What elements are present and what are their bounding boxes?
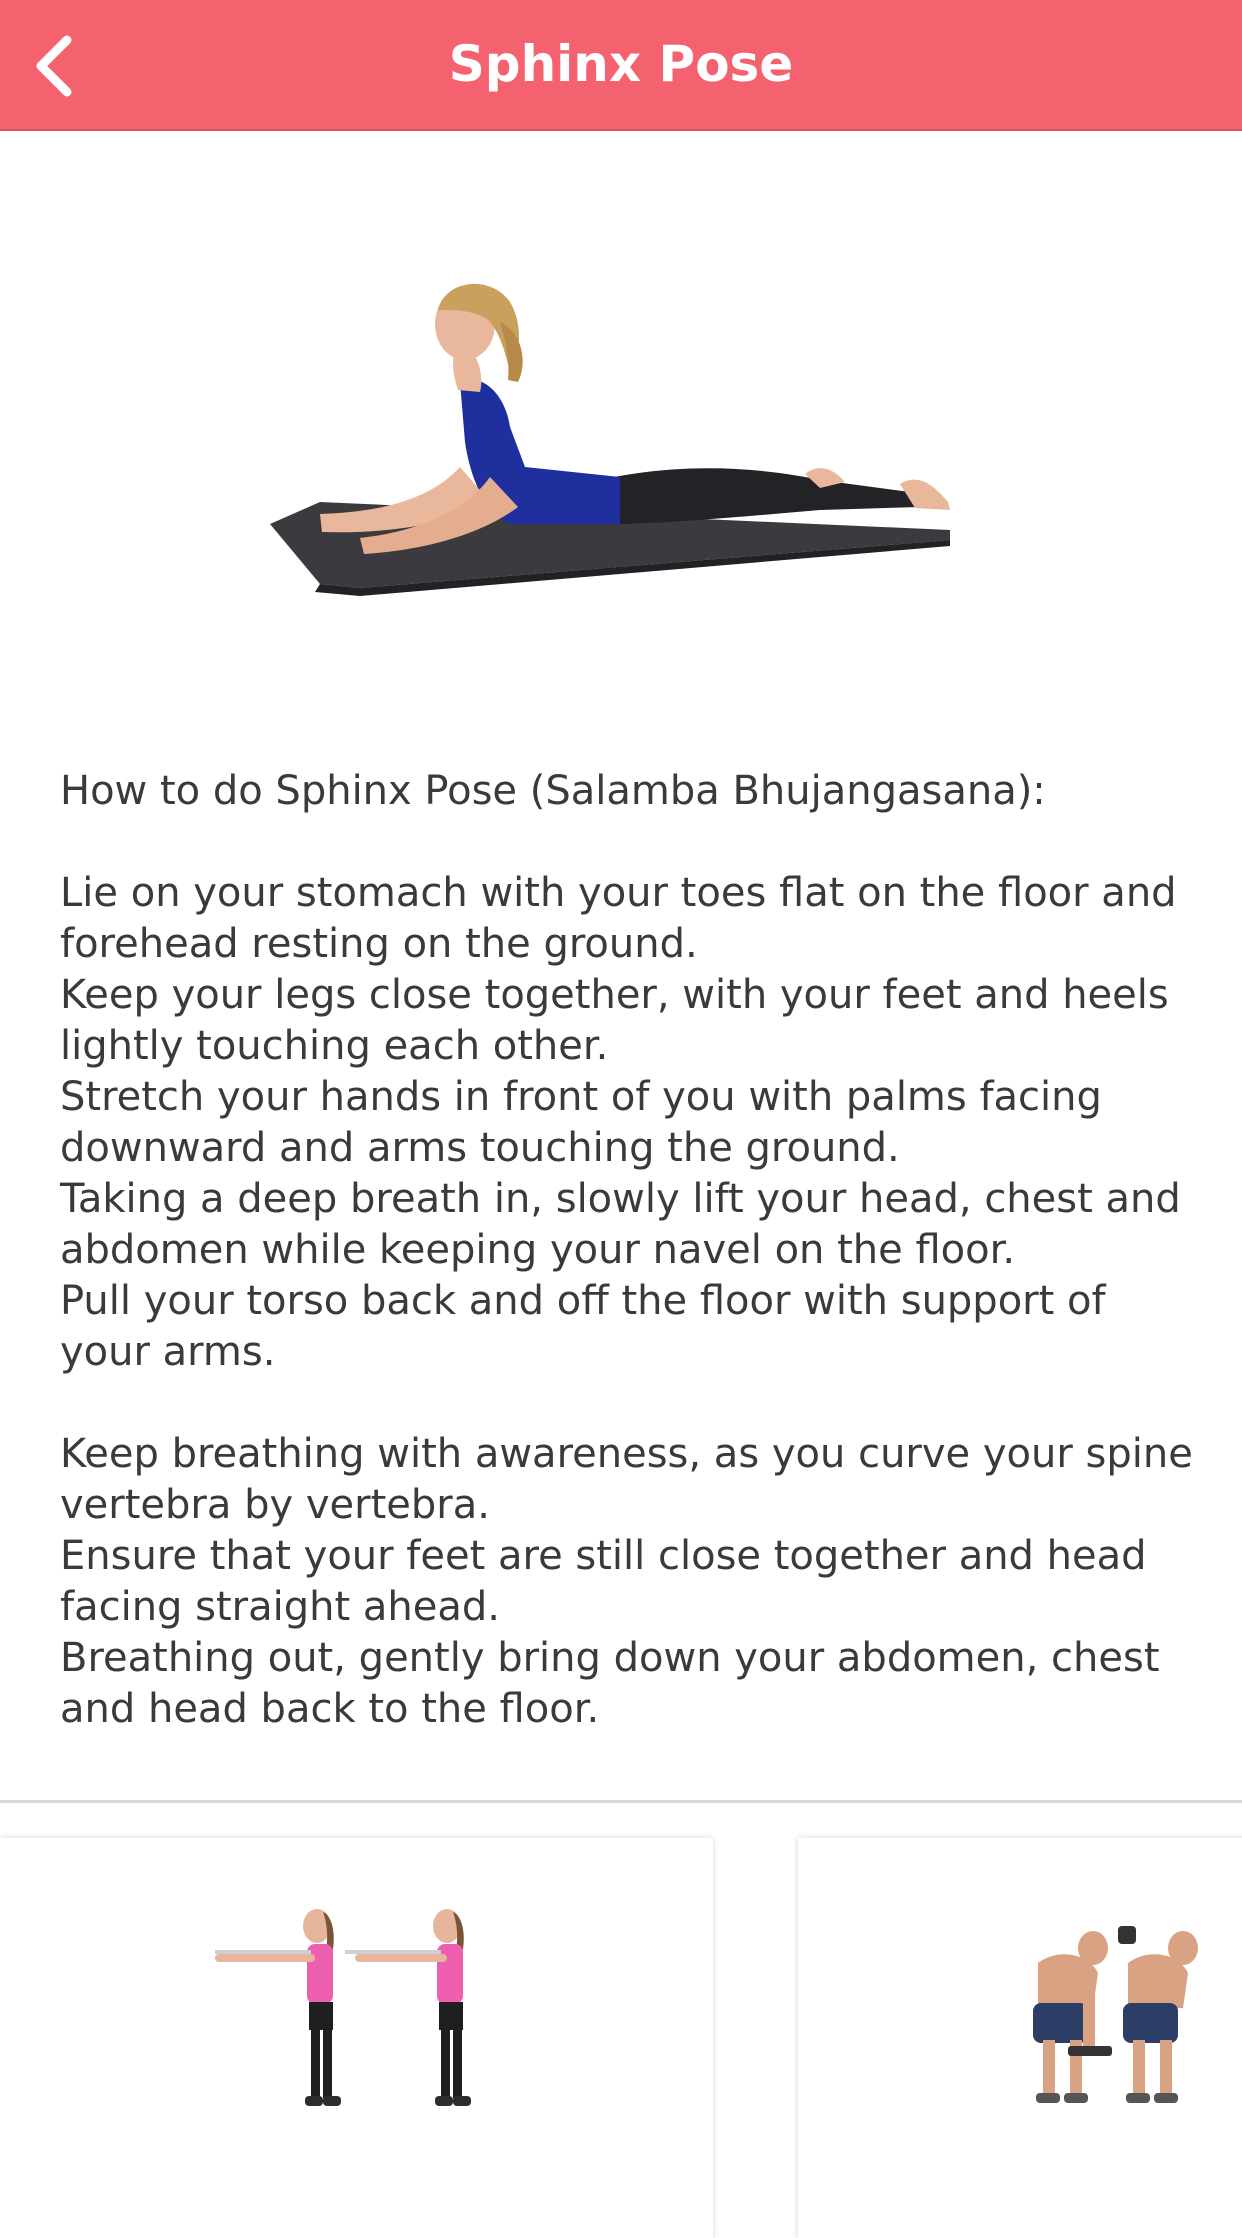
instructions-spacer — [60, 817, 1200, 868]
instructions-text — [60, 766, 1200, 1735]
related-exercise-card-2[interactable] — [798, 1838, 1242, 2238]
instructions-spacer-2 — [60, 1378, 1200, 1429]
sphinx-pose-image — [260, 262, 960, 602]
instructions-heading: How to do Sphinx Pose (Salamba Bhujangasana): — [60, 768, 1046, 814]
app-header — [0, 0, 1242, 131]
instructions-paragraph-1: Lie on your stomach with your toes flat on the floor and forehead resting on the ground. Keep your legs close together, with your feet and heels lightly touching each other. Stretch your hands in front of you with palms facing downward and arms touching the ground. Taking a deep breath in, slowly lift your head, chest and abdomen while keeping your navel on the floor. Pull your torso back and off the floor with support of your arms. — [60, 870, 1181, 1375]
band-exercise-image — [195, 1898, 495, 2128]
instructions-paragraph-2: Keep breathing with awareness, as you curve your spine vertebra by vertebra. Ensure that your feet are still close together and head facing straight ahead. Breathing out, gently bring down your abdomen, chest and head back to the floor. — [60, 1431, 1193, 1732]
dumbbell-row-image — [998, 1918, 1242, 2118]
related-exercise-card[interactable] — [0, 1838, 713, 2238]
divider — [0, 1800, 1242, 1803]
page-title: Sphinx Pose — [448, 35, 794, 93]
